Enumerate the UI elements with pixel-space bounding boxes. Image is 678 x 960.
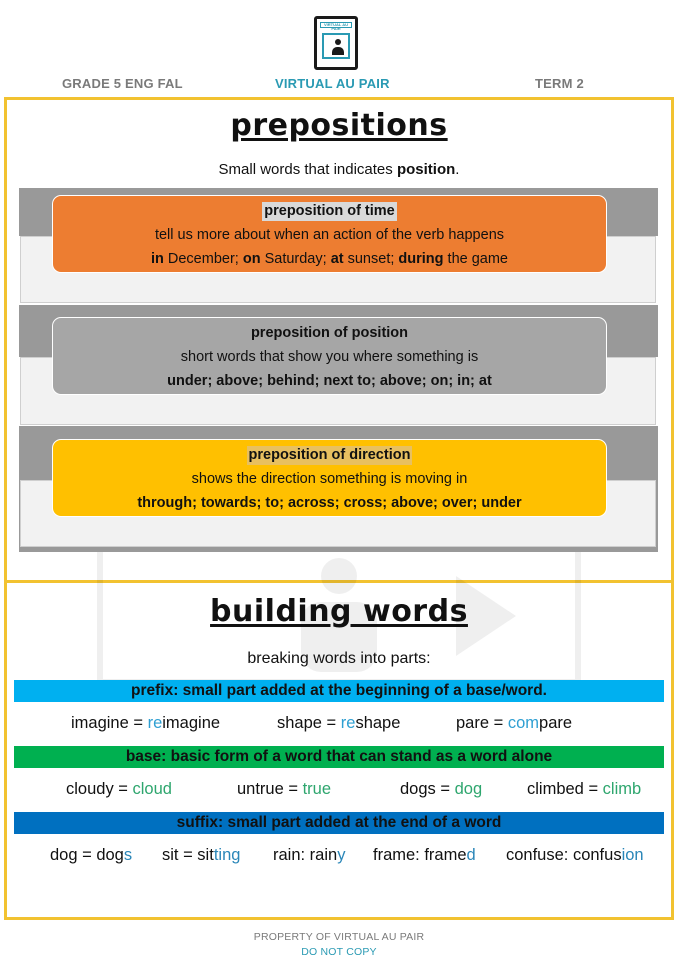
- term-label: TERM 2: [535, 76, 584, 91]
- time-heading: preposition of time: [264, 203, 395, 219]
- time-examples: [151, 251, 508, 267]
- example-suffix: ting: [213, 846, 241, 864]
- preposition-of-time-card: [52, 195, 607, 273]
- subtitle-bold: position: [396, 161, 456, 178]
- example-prefix: re: [340, 714, 356, 732]
- base-strip: base: basic form of a word that can stand as a word alone: [14, 746, 664, 768]
- building-words-title: building words: [210, 594, 468, 629]
- prepositions-subtitle: [0, 161, 678, 178]
- footer-do-not-copy: DO NOT COPY: [301, 946, 377, 958]
- base-example: [237, 780, 331, 799]
- example-suffix: y: [337, 846, 346, 864]
- suffix-example: [50, 846, 132, 865]
- base-example: [400, 780, 482, 799]
- time-ex2-keyword: on: [242, 251, 261, 267]
- direction-heading: preposition of direction: [248, 447, 411, 463]
- example-suffix: ion: [621, 846, 644, 864]
- example-prefix: re: [147, 714, 163, 732]
- preposition-of-position-card: [52, 317, 607, 395]
- suffix-strip: suffix: small part added at the end of a word: [14, 812, 664, 834]
- example-base: imagine =: [71, 714, 148, 732]
- suffix-example: [373, 846, 476, 865]
- prefix-example: [456, 714, 572, 733]
- example-word: sit = sit: [162, 846, 214, 864]
- logo-figure-head: [335, 39, 341, 45]
- logo-figure-body: [332, 47, 344, 55]
- prefix-strip: prefix: small part added at the beginning of a base/word.: [14, 680, 664, 702]
- direction-description: shows the direction something is moving in: [191, 471, 468, 487]
- example-base: true: [302, 780, 332, 798]
- logo-text: VIRTUAL AU PAIR: [324, 22, 348, 31]
- time-ex2-text: Saturday;: [260, 251, 331, 267]
- prepositions-title: prepositions: [230, 108, 448, 143]
- example-word: untrue =: [237, 780, 303, 798]
- example-base: pare =: [456, 714, 508, 732]
- position-heading: preposition of position: [250, 325, 409, 341]
- example-base: cloud: [132, 780, 172, 798]
- direction-examples: through; towards; to; across; cross; above; over; under: [137, 495, 522, 511]
- suffix-example: [273, 846, 345, 865]
- time-description: tell us more about when an action of the verb happens: [154, 227, 505, 243]
- time-ex3-keyword: at: [330, 251, 344, 267]
- preposition-of-direction-card: [52, 439, 607, 517]
- example-word: frame: frame: [373, 846, 467, 864]
- example-suffix: s: [123, 846, 133, 864]
- example-rest: shape: [355, 714, 401, 732]
- subtitle-period: .: [455, 161, 460, 178]
- example-word: dog = dog: [50, 846, 124, 864]
- example-rest: pare: [539, 714, 573, 732]
- example-suffix: d: [466, 846, 476, 864]
- base-example: [66, 780, 172, 799]
- subtitle-text: Small words that indicates: [218, 161, 397, 178]
- example-base: dog: [454, 780, 483, 798]
- example-prefix: com: [507, 714, 540, 732]
- prefix-example: [71, 714, 220, 733]
- time-ex3-text: sunset;: [343, 251, 399, 267]
- example-rest: imagine: [162, 714, 221, 732]
- example-word: rain: rain: [273, 846, 338, 864]
- suffix-example: [506, 846, 644, 865]
- example-base: shape =: [277, 714, 341, 732]
- time-ex1-text: December;: [163, 251, 243, 267]
- example-word: confuse: confus: [506, 846, 622, 864]
- time-ex4-text: the game: [443, 251, 509, 267]
- suffix-example: [162, 846, 240, 865]
- footer-property: PROPERTY OF VIRTUAL AU PAIR: [253, 931, 425, 943]
- example-word: cloudy =: [66, 780, 133, 798]
- time-ex1-keyword: in: [150, 251, 164, 267]
- virtual-au-pair-logo-icon: [314, 16, 358, 70]
- position-examples: under; above; behind; next to; above; on; in; at: [167, 373, 492, 389]
- brand-label: VIRTUAL AU PAIR: [275, 76, 390, 91]
- position-description: short words that show you where something is: [180, 349, 479, 365]
- building-words-subtitle: breaking words into parts:: [247, 650, 431, 667]
- example-word: climbed =: [527, 780, 603, 798]
- example-word: dogs =: [400, 780, 455, 798]
- base-example: [527, 780, 641, 799]
- time-ex4-keyword: during: [398, 251, 444, 267]
- prefix-example: [277, 714, 400, 733]
- example-base: climb: [602, 780, 642, 798]
- grade-label: GRADE 5 ENG FAL: [62, 76, 183, 91]
